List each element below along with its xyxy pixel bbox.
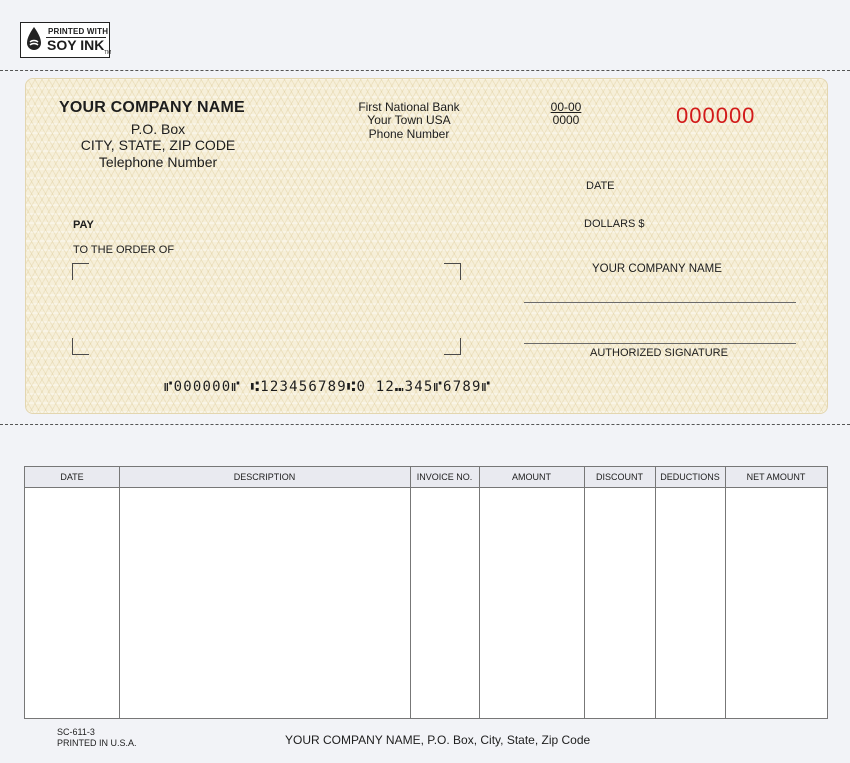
- micr-line: ⑈000000⑈ ⑆123456789⑆0 12⑉345⑈6789⑈: [164, 379, 492, 395]
- dollars-label: DOLLARS $: [584, 218, 645, 230]
- signature-line-2: [524, 343, 796, 344]
- logo-trademark: TM: [104, 50, 112, 56]
- payee-bracket-bottom-left: [72, 338, 89, 355]
- bank-town: Your Town USA: [367, 113, 451, 127]
- remittance-table: [24, 466, 828, 719]
- signature-line-1: [524, 302, 796, 303]
- form-code: SC-611-3: [57, 727, 95, 737]
- header-discount: DISCOUNT: [596, 472, 643, 482]
- company-name: YOUR COMPANY NAME: [59, 99, 245, 116]
- logo-line-2: SOY INK: [47, 37, 105, 53]
- company-telephone: Telephone Number: [98, 154, 218, 170]
- footer-address-line: YOUR COMPANY NAME, P.O. Box, City, State, Zip Code: [285, 733, 591, 747]
- column-amount: [479, 467, 585, 718]
- printed-in-usa: PRINTED IN U.S.A.: [57, 738, 137, 748]
- signer-company-name: YOUR COMPANY NAME: [592, 263, 722, 275]
- company-city-state-zip: CITY, STATE, ZIP CODE: [80, 137, 236, 153]
- check-face: [25, 78, 828, 414]
- perforation-bottom: [0, 424, 850, 425]
- authorized-signature-label: AUTHORIZED SIGNATURE: [590, 347, 728, 359]
- column-description: [119, 467, 411, 718]
- company-po-box: P.O. Box: [130, 121, 186, 137]
- header-date: DATE: [60, 472, 84, 482]
- bank-phone: Phone Number: [368, 127, 450, 141]
- payee-bracket-top-right: [444, 263, 461, 280]
- logo-line-1: PRINTED WITH: [48, 27, 109, 36]
- column-invoice: [410, 467, 480, 718]
- header-description: DESCRIPTION: [233, 472, 296, 482]
- column-date: [25, 467, 120, 718]
- soy-ink-logo: [20, 22, 110, 58]
- order-of-label: TO THE ORDER OF: [73, 244, 175, 256]
- soybean-drop-icon: [25, 26, 43, 52]
- pay-label: PAY: [73, 219, 94, 231]
- header-net-amount: NET AMOUNT: [746, 472, 806, 482]
- payee-bracket-top-left: [72, 263, 89, 280]
- bank-name: First National Bank: [358, 100, 460, 114]
- routing-fraction-bottom: 0000: [552, 113, 580, 127]
- routing-fraction-top: 00-00: [550, 100, 582, 114]
- column-deductions: [655, 467, 726, 718]
- check-number: 000000: [676, 103, 756, 128]
- perforation-top: [0, 70, 850, 71]
- header-invoice-no: INVOICE NO.: [416, 472, 473, 482]
- header-amount: AMOUNT: [512, 472, 551, 482]
- date-label: DATE: [586, 180, 615, 192]
- column-discount: [584, 467, 656, 718]
- payee-bracket-bottom-right: [444, 338, 461, 355]
- header-deductions: DEDUCTIONS: [660, 472, 720, 482]
